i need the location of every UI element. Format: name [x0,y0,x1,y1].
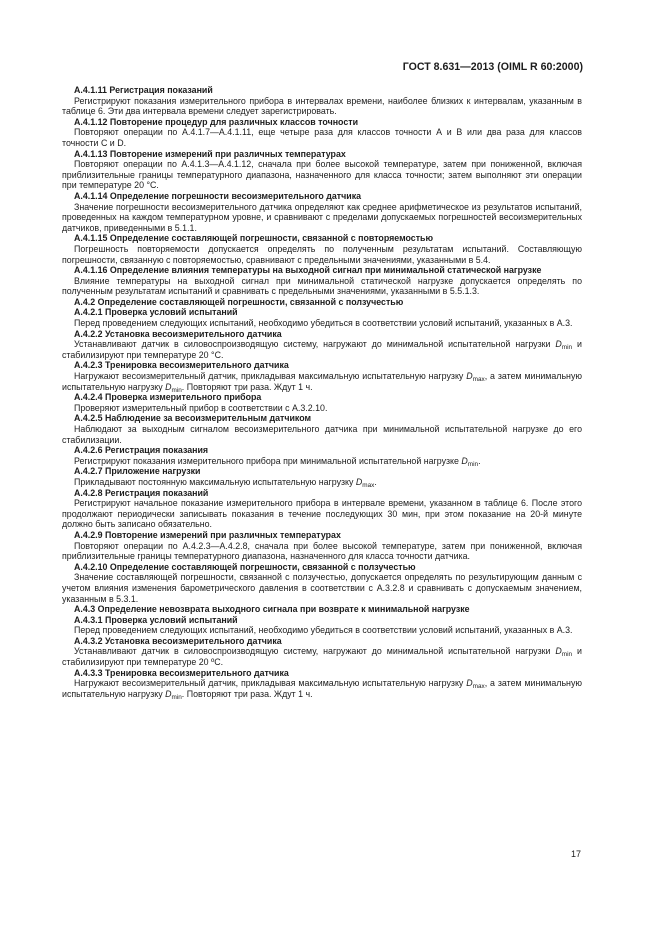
section-number: А.4.1.14 [74,190,108,201]
section-title: Определение влияния температуры на выходной сигнал при минимальной статической нагрузке [109,265,542,276]
subscript: max [472,376,485,384]
section-number: А.4.2.7 [74,466,103,477]
section-number: А.4.3 [74,604,96,615]
standard-header: ГОСТ 8.631—2013 (OIML R 60:2000) [402,61,583,73]
section-number: А.4.2.5 [74,413,103,424]
paragraph: Наблюдают за выходным сигналом весоизмерительного датчика при минимальной испытательной нагрузке до его стабилизации. [62,424,582,445]
paragraph: Перед проведением следующих испытаний, необходимо убедиться в соответствии условий испытаний, указанных в А.3. [74,625,573,636]
subscript: min [561,651,573,659]
paragraph [62,456,582,467]
section-number: А.4.3.1 [74,614,103,625]
paragraph-text: Нагружают весоизмерительный датчик, прикладывая максимальную испытательную нагрузку [74,371,467,382]
section-number: А.4.3.2 [74,635,103,646]
section-number: А.4.2.3 [74,360,103,371]
paragraph-text: Регистрируют показания измерительного прибора при минимальной испытательной нагрузке [74,455,462,466]
section-heading [62,604,582,615]
paragraph-text: и стабилизируют при температуре 20 ºС. [62,646,582,668]
section-title: Установка весоизмерительного датчика [104,328,282,339]
section-title: Определение составляющей погрешности, связанной с повторяемостью [109,233,434,244]
section-heading [62,360,582,371]
paragraph: Погрешность повторяемости допускается определять по полученным результатам испытаний. Составляющую погрешности, связанную с повторяемостью, сравнивают с предельными значениями, указанными в 5.4. [62,243,582,265]
section-title: Определение погрешности весоизмерительного датчика [109,190,362,201]
section-heading [62,85,582,96]
paragraph-text: . Повторяют три раза. Ждут 1 ч. [181,688,313,699]
section-number: А.4.2 [74,296,96,307]
section-heading [62,149,582,160]
paragraph: Значение составляющей погрешности, связанной с ползучестью, допускается определять по результирующим данным с учетом влияния изменения барометрического давления в соответствии с А.3.2.8 и сравнивать с допускаемым значением, указанным в 5.3.1. [62,572,582,604]
paragraph: Перед проведением следующих испытаний, необходимо убедиться в соответствии условий испытаний, указанных в А.3. [74,318,573,329]
subscript: min [171,693,182,701]
section-heading [62,265,582,276]
paragraph-text: и стабилизируют при температуре 20 °С. [62,339,582,360]
section-number: А.4.2.6 [74,445,103,456]
section-title: Приложение нагрузки [104,466,201,477]
section-title: Тренировка весоизмерительного датчика [104,667,289,678]
subscript: max [472,683,485,691]
section-title: Повторение измерений при различных температурах [109,148,346,159]
section-title: Проверка условий испытаний [104,614,238,625]
section-heading [62,636,582,647]
section-number: А.4.1.12 [74,116,108,127]
subscript: min [561,344,573,352]
section-heading [62,530,582,541]
section-title: Тренировка весоизмерительного датчика [104,360,289,371]
paragraph [62,678,582,699]
variable-symbol: D [165,381,172,392]
section-number: А.4.2.9 [74,529,103,540]
paragraph: Повторяют операции по А.4.2.3—А.4.2.8, сначала при более высокой температуре, затем при пониженной, включая приблизительные границы температурного диапазона, назначенного для класса точности датчика. [62,540,582,562]
section-title: Проверка условий испытаний [104,307,238,318]
paragraph: Повторяют операции по А.4.1.3—А.4.1.12, сначала при более высокой температуре, затем при пониженной, включая приблизительные границы температурного диапазона, назначенного для класса точности; затем выполняют эти операции при температуре 20 °С. [62,159,582,191]
paragraph: Значение погрешности весоизмерительного датчика определяют как среднее арифметическое из результатов испытаний, проведенных на каждом температурном уровне, и сравнивают с пределами допускаемых погрешностей весоизмерительных датчиков, приведенными в 5.1.1. [62,201,582,233]
paragraph-text: Нагружают весоизмерительный датчик, прикладывая максимальную испытательную нагрузку [74,678,467,689]
section-heading [62,392,582,403]
section-heading [62,562,582,573]
section-title: Проверка измерительного прибора [104,392,262,403]
section-number: А.4.2.10 [74,561,108,572]
paragraph [62,646,582,667]
section-title: Установка весоизмерительного датчика [104,635,282,646]
document-body [62,85,582,699]
section-heading [62,297,582,308]
paragraph-text: , а затем минимальную испытательную нагрузку [62,371,582,392]
paragraph: Проверяют измерительный прибор в соответствии с А.3.2.10. [74,402,328,413]
variable-symbol: D [165,688,172,699]
subscript: max [362,481,375,489]
subscript: min [171,386,182,394]
paragraph [62,339,582,360]
section-number: А.4.2.8 [74,487,103,498]
subscript: min [467,460,479,468]
paragraph-text: Прикладывают постоянную максимальную испытательную нагрузку [74,476,356,487]
section-title: Регистрация показаний [109,85,213,95]
section-heading [62,488,582,499]
paragraph [62,477,582,488]
section-number: А.4.2.1 [74,307,103,318]
section-number: А.4.2.2 [74,328,103,339]
variable-symbol: D [466,678,473,689]
section-heading [62,413,582,424]
paragraph: Повторяют операции по А.4.1.7—А.4.1.11, еще четыре раза для классов точности А и В или два раза для классов точности С и D. [62,127,582,148]
section-heading [62,307,582,318]
section-number: А.4.1.11 [74,85,107,95]
section-title: Определение составляющей погрешности, связанной с ползучестью [109,561,416,572]
section-title: Определение невозврата выходного сигнала при возврате к минимальной нагрузке [97,604,470,615]
section-heading [62,233,582,244]
paragraph-text: Устанавливают датчик в силовоспроизводящую систему, нагружают до минимальной испытательной нагрузки [74,646,556,657]
section-number: А.4.3.3 [74,667,103,678]
section-title: Определение составляющей погрешности, связанной с ползучестью [97,296,404,307]
section-heading [62,191,582,202]
section-title: Наблюдение за весоизмерительным датчиком [104,413,312,424]
paragraph [62,371,582,392]
section-number: А.4.1.15 [74,233,108,244]
section-number: А.4.1.13 [74,148,108,159]
variable-symbol: D [555,339,562,350]
paragraph-text: . [374,476,377,487]
section-heading [62,117,582,128]
paragraph-text: . Повторяют три раза. Ждут 1 ч. [181,381,313,392]
paragraph: Регистрируют показания измерительного прибора в интервалах времени, наиболее близких к интервалам, указанным в таблице 6. Эти два интервала времени следует зарегистрировать. [62,95,582,117]
section-heading [62,615,582,626]
section-title: Регистрация показаний [104,487,209,498]
variable-symbol: D [466,371,473,382]
paragraph: Регистрируют начальное показание измерительного прибора в интервале времени, указанном в таблице 6. После этого продолжают периодически записывать показания в течение последующих 30 мин, при этом показание на 20-й минуте должно быть записано обязательно. [62,498,582,530]
section-title: Повторение измерений при различных температурах [104,529,341,540]
section-number: А.4.1.16 [74,265,108,276]
paragraph-text: Устанавливают датчик в силовоспроизводящую систему, нагружают до минимальной испытательной нагрузки [74,339,556,350]
variable-symbol: D [461,455,468,466]
section-heading [62,668,582,679]
section-heading [62,445,582,456]
section-title: Регистрация показания [104,445,209,456]
paragraph-text: , а затем минимальную испытательную нагрузку [62,678,582,699]
section-title: Повторение процедур для различных классов точности [109,116,359,127]
variable-symbol: D [555,646,562,657]
paragraph: Влияние температуры на выходной сигнал при минимальной статической нагрузке допускается определять по полученным результатам испытаний и сравнивать с предельными значениями, указанными в 5.5.1.3. [62,275,582,297]
variable-symbol: D [355,476,363,487]
paragraph-text: . [478,455,481,466]
section-number: А.4.2.4 [74,392,103,403]
section-heading [62,466,582,477]
page-number: 17 [571,849,582,859]
section-heading [62,329,582,340]
